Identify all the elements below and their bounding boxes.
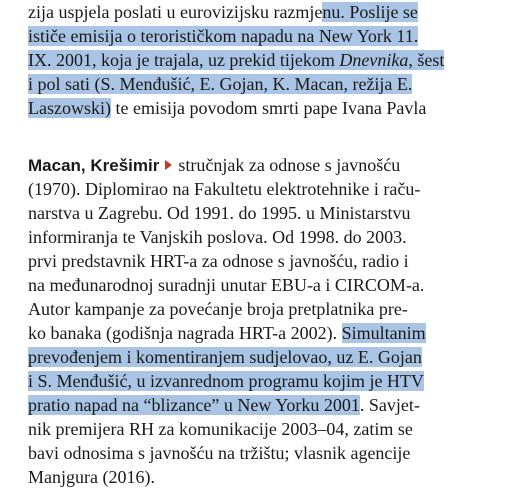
entry-line-6: [28, 273, 424, 297]
triangle-right-icon: [165, 160, 172, 170]
entry-line-5: [28, 249, 409, 273]
entry-line-3: [28, 201, 410, 225]
entry-line-7: [28, 297, 408, 321]
entry-line-2: [28, 177, 420, 201]
paragraph-1-line-5: [28, 96, 426, 120]
text-run: bavi odnosima s javnošću na tržištu; vlasnik agencije: [28, 443, 411, 463]
text-run: te emisija povodom smrti pape Ivana Pavla: [110, 98, 427, 118]
entry-line-4: [28, 225, 407, 249]
text-run: narstva u Zagrebu. Od 1991. do 1995. u Ministarstvu: [28, 203, 411, 223]
highlighted-text: nu. Poslije se: [322, 2, 418, 22]
highlighted-text: prevođenjem i komentiranjem sudjelovao, uz E. Gojan: [28, 347, 422, 367]
text-run: Manjgura (2016).: [28, 467, 155, 487]
entry-line-1: [28, 153, 400, 177]
text-run: , šest: [408, 50, 445, 70]
highlighted-text: i S. Menđušić, u izvanrednom programu kojim je HTV: [28, 371, 424, 391]
paragraph-1-line-4: [28, 72, 412, 96]
entry-line-10: [28, 369, 424, 393]
entry-line-8: [28, 321, 426, 345]
text-run: Autor kampanje za povećanje broja pretplatnika pre-: [28, 299, 408, 319]
text-run: prvi predstavnik HRT-a za odnose s javnošću, radio i: [28, 251, 409, 271]
entry-line-14: [28, 465, 155, 489]
text-run: ko banaka (godišnja nagrada HRT-a 2002).: [28, 323, 342, 343]
text-run: IX. 2001, koja je trajala, uz prekid tijekom: [28, 50, 340, 70]
paragraph-1-line-3: [28, 48, 444, 72]
entry-line-12: [28, 417, 413, 441]
entry-line-13: [28, 441, 410, 465]
text-run: . Savjet-: [359, 395, 420, 415]
highlighted-text: ističe emisija o terorističkom napadu na New York 11.: [28, 26, 419, 46]
text-run: informiranja te Vanjskih poslova. Od 1998. do 2003.: [28, 227, 407, 247]
highlighted-text: [28, 50, 444, 70]
entry-line-11: [28, 393, 420, 417]
paragraph-1-line-2: [28, 24, 418, 48]
highlighted-text: i pol sati (S. Menđušić, E. Gojan, K. Macan, režija E.: [28, 74, 413, 94]
text-run: zija uspjela poslati u eurovizijsku razmje: [28, 2, 323, 22]
text-run: stručnjak za odnose s javnošću: [178, 155, 401, 175]
highlighted-text: pratio napad na “blizance” u New Yorku 2001: [28, 395, 360, 415]
paragraph-1-line-1: [28, 0, 418, 24]
highlighted-text: Laszowski): [28, 98, 111, 118]
highlighted-text: Simultanim: [341, 323, 426, 343]
entry-heading: Macan, Krešimir: [28, 156, 160, 175]
text-run: nik premijera RH za komunikacije 2003–04, zatim se: [28, 419, 413, 439]
entry-line-9: [28, 345, 422, 369]
text-run: (1970). Diplomirao na Fakultetu elektrotehnike i raču-: [28, 179, 421, 199]
text-run: na međunarodnoj suradnji unutar EBU-a i CIRCOM-a.: [28, 275, 425, 295]
italic-title: Dnevnika: [339, 50, 409, 70]
